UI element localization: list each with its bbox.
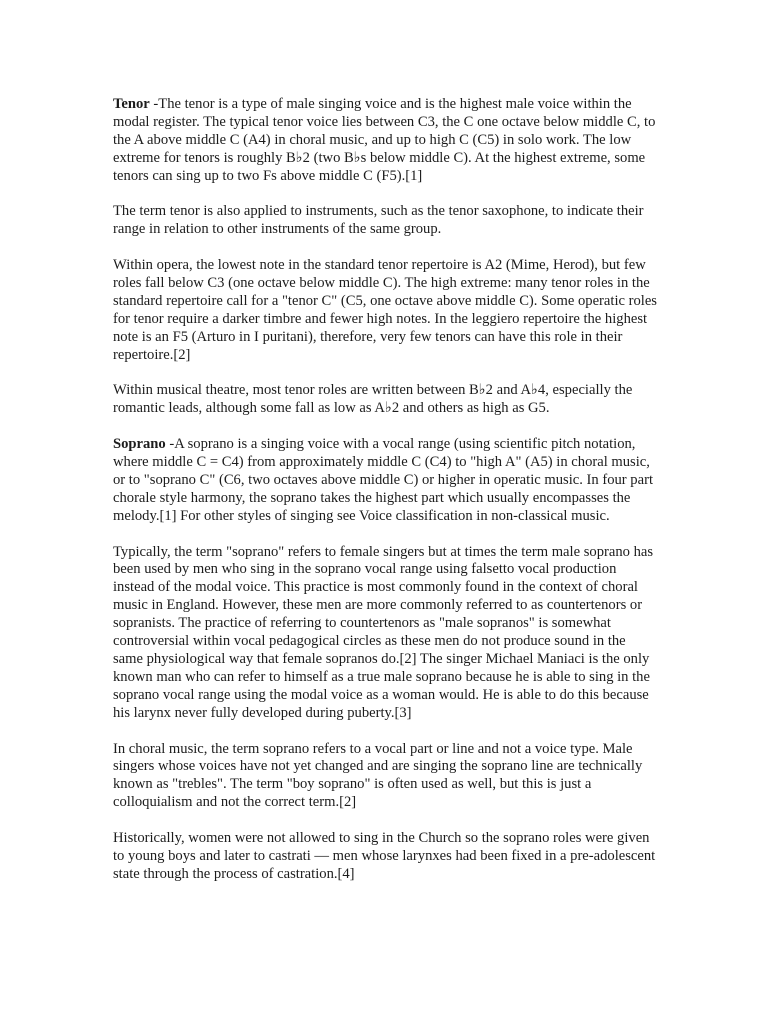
paragraph-soprano-choral: In choral music, the term soprano refers to a vocal part or line and not a voice type. Male singers whose voices have not yet changed and are singing the soprano line are technically known as "trebles". The term "boy soprano" is often used as well, but this is just a colloquialism and not the correct term.[2] — [113, 740, 643, 811]
paragraph-soprano-male: Typically, the term "soprano" refers to female singers but at times the term male soprano has been used by men who sing in the soprano vocal range using falsetto vocal production instead of the modal voice. This practice is most commonly found in the context of choral music in England. However, these men are more commonly referred to as countertenors or sopranists. The practice of referring to countertenors as "male sopranos" is somewhat controversial within vocal pedagogical circles as these men do not produce sound in the same physiological way that female sopranos do.[2] The singer Michael Maniaci is the only known man who can refer to himself as a true male soprano because he is able to sing in the soprano vocal range using the modal voice as a woman would. He is able to do this because his larynx never fully developed during puberty.[3] — [113, 543, 654, 721]
document-page — [113, 96, 658, 902]
paragraph-text: -A soprano is a singing voice with a vocal range (using scientific pitch notation, where middle C = C4) from approximately middle C (C4) to "high A" (A5) in choral music, or to "soprano C" (C6, two octaves above middle C) or higher in operatic music. In four part chorale style harmony, the soprano takes the highest part which usually encompasses the melody.[1] For other styles of singing see Voice classification in non-classical music. — [113, 436, 653, 524]
paragraph-soprano-history: Historically, women were not allowed to sing in the Church so the soprano roles were given to young boys and later to castrati — men whose larynxes had been fixed in a pre-adolescent state through the process of castration.[4] — [113, 830, 656, 882]
paragraph-tenor-intro — [113, 96, 658, 186]
paragraph-tenor-musical-theatre: Within musical theatre, most tenor roles are written between B♭2 and A♭4, especially the romantic leads, although some fall as low as A♭2 and others as high as G5. — [113, 382, 633, 417]
term-soprano: Soprano — [113, 436, 166, 453]
paragraph-tenor-opera: Within opera, the lowest note in the standard tenor repertoire is A2 (Mime, Herod), but few roles fall below C3 (one octave below middle C). The high extreme: many tenor roles in the standard repertoire call for a "tenor C" (C5, one octave above middle C). Some operatic roles for tenor require a darker timbre and fewer high notes. In the leggiero repertoire the highest note is an F5 (Arturo in I puritani), therefore, very few tenors can have this role in their repertoire.[2] — [113, 257, 657, 363]
paragraph-text: -The tenor is a type of male singing voice and is the highest male voice within the modal register. The typical tenor voice lies between C3, the C one octave below middle C, to the A above middle C (A4) in choral music, and up to high C (C5) in solo work. The low extreme for tenors is roughly B♭2 (two B♭s below middle C). At the highest extreme, some tenors can sing up to two Fs above middle C (F5).[1] — [113, 96, 656, 184]
term-tenor: Tenor — [113, 96, 150, 112]
paragraph-soprano-intro — [113, 436, 658, 526]
paragraph-tenor-instruments: The term tenor is also applied to instruments, such as the tenor saxophone, to indicate their range in relation to other instruments of the same group. — [113, 203, 644, 238]
